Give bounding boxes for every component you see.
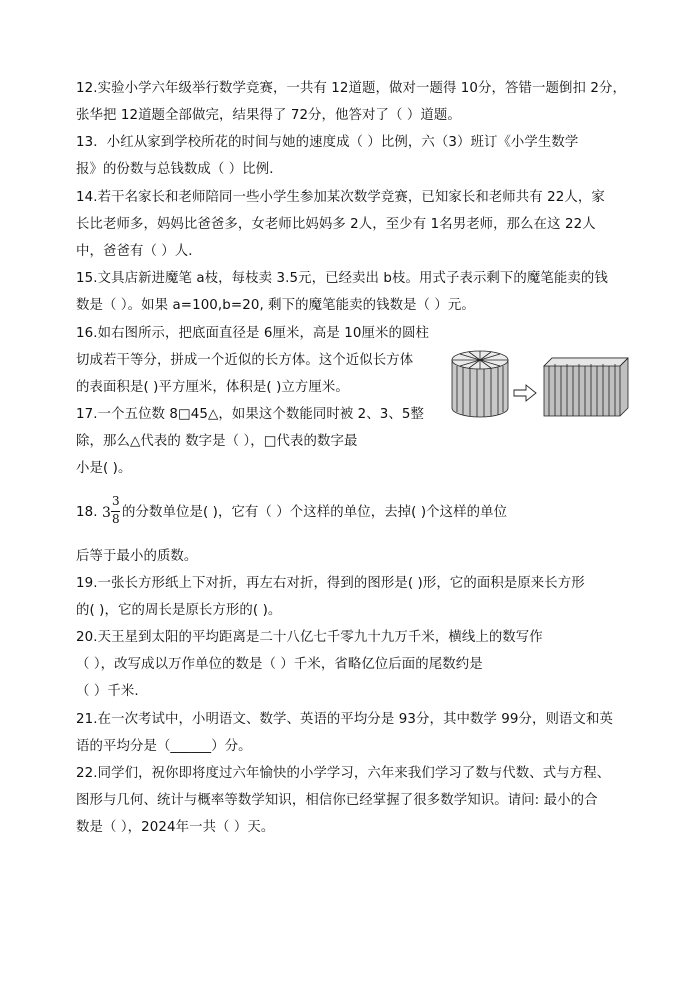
q14-line3: 中，爸爸有（ ）人． — [76, 244, 202, 259]
q14-line1: 14.若干名家长和老师陪同一些小学生参加某次数学竞赛，已知家长和老师共有 22人，家 — [76, 190, 605, 205]
q13-line2: 报》的份数与总钱数成（ ）比例． — [76, 162, 283, 177]
q17-line2: 除，那么△代表的 数字是（ ），□代表的数字最 — [76, 434, 358, 449]
q12-line2: 张华把 12道题全部做完，结果得了 72分，他答对了（ ）道题。 — [76, 108, 461, 123]
q19-line2: 的( )，它的周长是原长方形的( )。 — [76, 603, 282, 618]
q20-line2: （ ），改写成以万作单位的数是（ ）千米，省略亿位后面的尾数约是 — [76, 657, 483, 672]
q18-numerator: 3 — [112, 494, 120, 508]
q16-line2: 切成若干等分，拼成一个近似的长方体。这个近似长方体 — [76, 353, 414, 368]
q12-line1: 12.实验小学六年级举行数学竞赛，一共有 12道题，做对一题得 10分，答错一题倒扣 2分， — [76, 81, 626, 96]
q21-line1: 21.在一次考试中，小明语文、数学、英语的平均分是 93分，其中数学 99分，则语文和英 — [76, 712, 613, 727]
q20-line1: 20.天王星到太阳的平均距离是二十八亿七千零九十九万千米，横线上的数写作 — [76, 630, 543, 645]
q21-line2: 语的平均分是（______）分。 — [76, 739, 252, 754]
arrow-right-icon — [514, 385, 536, 401]
q18-whole-number: 3 — [102, 505, 111, 521]
cylinder-shape — [452, 351, 508, 417]
q20-line3: （ ）千米. — [76, 684, 139, 699]
cylinder-to-cuboid-figure — [448, 346, 634, 420]
q14-line2: 长比老师多，妈妈比爸爸多，女老师比妈妈多 2人，至少有 1名男老师，那么在这 22人 — [76, 217, 596, 232]
q16-line1: 16.如右图所示，把底面直径是 6厘米，高是 10厘米的圆柱 — [76, 326, 429, 341]
q18-text: 的分数单位是( )，它有（ ）个这样的单位，去掉( )个这样的单位 — [122, 505, 508, 520]
q22-line1: 22.同学们，祝你即将度过六年愉快的小学学习，六年来我们学习了数与代数、式与方程、 — [76, 766, 611, 781]
q17-line1: 17.一个五位数 8□45△，如果这个数能同时被 2、3、5整 — [76, 407, 425, 422]
q22-line2: 图形与几何、统计与概率等数学知识，相信你已经掌握了很多数学知识。请问: 最小的合 — [76, 793, 598, 808]
q15-line2: 数是（ ）。如果 a=100,b=20, 剩下的魔笔能卖的钱数是（ ）元。 — [76, 298, 475, 313]
q18-prefix: 18. — [76, 505, 98, 520]
q18-denominator: 8 — [112, 512, 120, 526]
q19-line1: 19.一张长方形纸上下对折，再左右对折，得到的图形是( )形，它的面积是原来长方形 — [76, 576, 585, 591]
q17-line3: 小是( )。 — [76, 461, 132, 476]
q18-line2: 后等于最小的质数。 — [76, 549, 198, 564]
q22-line3: 数是（ ），2024年一共（ ）天。 — [76, 820, 275, 835]
q13-line1: 13．小红从家到学校所花的时间与她的速度成（ ）比例，六（3）班订《小学生数学 — [76, 135, 579, 150]
q16-line3: 的表面积是( )平方厘米，体积是( )立方厘米。 — [76, 380, 349, 395]
q15-line1: 15.文具店新进魔笔 a枝，每枝卖 3.5元，已经卖出 b枝。用式子表示剩下的魔笔能卖的钱 — [76, 271, 608, 286]
cuboid-shape — [544, 358, 628, 416]
